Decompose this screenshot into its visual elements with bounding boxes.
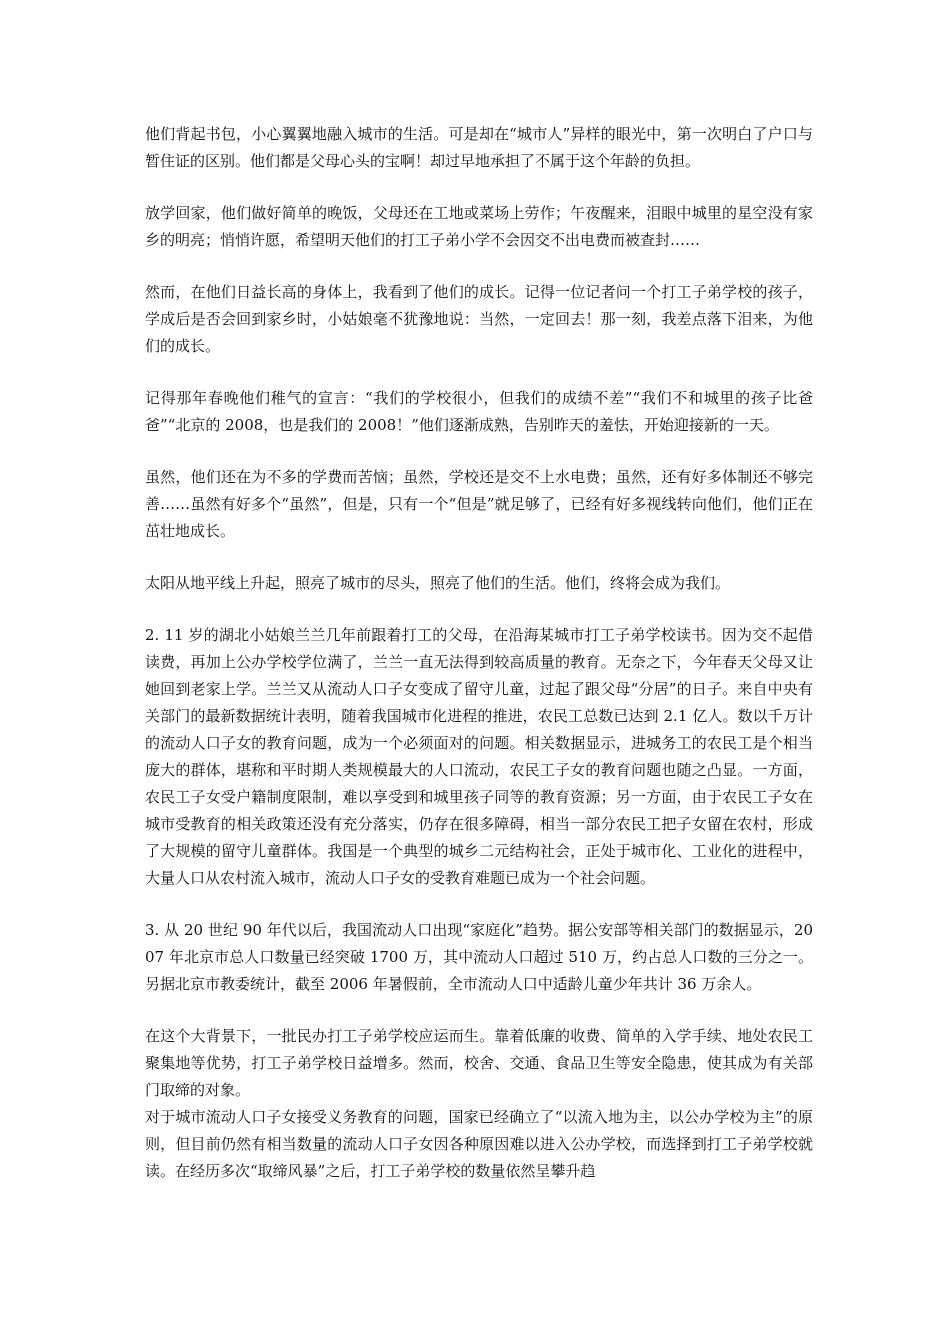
paragraph-8: 3. 从 20 世纪 90 年代以后，我国流动人口出现“家庭化”趋势。据公安部等相关部门的数据显示，2007 年北京市总人口数量已经突破 1700 万，其中流动人口超过 510 万，约占总人口数的三分之一。另据北京市教委统计，截至 2006 年暑假前，全市流动人口中适龄儿童少年共计 36 万余人。 <box>145 921 813 993</box>
paragraph-4: 记得那年春晚他们稚气的宣言：“我们的学校很小，但我们的成绩不差”“我们不和城里的孩子比爸爸”“北京的 2008，也是我们的 2008！”他们逐渐成熟，告别昨天的羞怯，开始迎接新的一天。 <box>145 389 813 434</box>
paragraph-6: 太阳从地平线上升起，照亮了城市的尽头，照亮了他们的生活。他们，终将会成为我们。 <box>145 574 731 592</box>
paragraph-7: 2. 11 岁的湖北小姑娘兰兰几年前跟着打工的父母，在沿海某城市打工子弟学校读书。因为交不起借读费，再加上公办学校学位满了，兰兰一直无法得到较高质量的教育。无奈之下，今年春天父母又让她回到老家上学。兰兰又从流动人口子女变成了留守儿童，过起了跟父母“分居”的日子。来自中央有关部门的最新数据统计表明，随着我国城市化进程的推进，农民工总数已达到 2.1 亿人。数以千万计的流动人口子女的教育问题，成为一个必须面对的问题。相关数据显示，进城务工的农民工是个相当庞大的群体，堪称和平时期人类规模最大的人口流动，农民工子女的教育问题也随之凸显。一方面，农民工子女受户籍制度限制，难以享受到和城里孩子同等的教育资源；另一方面，由于农民工子女在城市受教育的相关政策还没有充分落实，仍存在很多障碍，相当一部分农民工把子女留在农村，形成了大规模的留守儿童群体。我国是一个典型的城乡二元结构社会，正处于城市化、工业化的进程中，大量人口从农村流入城市，流动人口子女的受教育难题已成为一个社会问题。 <box>145 626 813 887</box>
paragraph-9: 在这个大背景下，一批民办打工子弟学校应运而生。靠着低廉的收费、简单的入学手续、地处农民工聚集地等优势，打工子弟学校日益增多。然而，校舍、交通、食品卫生等安全隐患，使其成为有关部门取缔的对象。 <box>145 1027 813 1099</box>
paragraph-10: 对于城市流动人口子女接受义务教育的问题，国家已经确立了“以流入地为主，以公办学校为主”的原则，但目前仍然有相当数量的流动人口子女因各种原因难以进入公办学校，而选择到打工子弟学校就读。在经历多次“取缔风暴”之后，打工子弟学校的数量依然呈攀升趋 <box>145 1108 813 1180</box>
paragraph-1: 他们背起书包，小心翼翼地融入城市的生活。可是却在“城市人”异样的眼光中，第一次明白了户口与暂住证的区别。他们都是父母心头的宝啊！却过早地承担了不属于这个年龄的负担。 <box>145 125 813 170</box>
paragraph-3: 然而，在他们日益长高的身体上，我看到了他们的成长。记得一位记者问一个打工子弟学校的孩子，学成后是否会回到家乡时，小姑娘毫不犹豫地说：当然，一定回去！那一刻，我差点落下泪来，为他们的成长。 <box>145 283 813 355</box>
paragraph-2: 放学回家，他们做好简单的晚饭，父母还在工地或菜场上劳作；午夜醒来，泪眼中城里的星空没有家乡的明亮；悄悄许愿，希望明天他们的打工子弟小学不会因交不出电费而被查封…… <box>145 204 813 249</box>
document-body <box>145 121 813 1185</box>
paragraph-5: 虽然，他们还在为不多的学费而苦恼；虽然，学校还是交不上水电费；虽然，还有好多体制还不够完善……虽然有好多个“虽然”，但是，只有一个“但是”就足够了，已经有好多视线转向他们，他们正在茁壮地成长。 <box>145 468 813 540</box>
